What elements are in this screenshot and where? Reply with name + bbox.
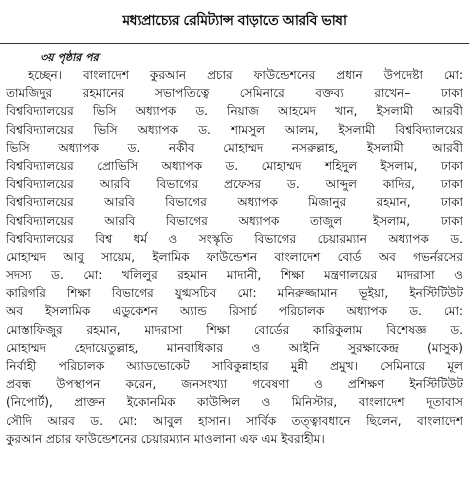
article-line: বিশ্ববিদ্যালয়ের প্রোভিসি অধ্যাপক ড. মোহাম্মদ শহিদুল ইসলাম, ঢাকা bbox=[6, 158, 463, 173]
continuation-note: ৩য় পৃষ্ঠার পর bbox=[40, 51, 99, 64]
article-line: বিশ্ববিদ্যালয়ের বিশ্ব ধর্ম ও সংস্কৃতি বিভাগের চেয়ারম্যান অধ্যাপক ড. bbox=[6, 231, 463, 246]
article-line: কারিগরি শিক্ষা বিভাগের যুগ্মসচিব মো: মনিরুজ্জামান ভূইয়া, ইনস্টিটিউট bbox=[6, 286, 463, 301]
headline: মধ্যপ্রাচ্যের রেমিট্যান্স বাড়াতে আরবি ভাষা bbox=[122, 13, 347, 29]
article-line: সৌদি আরব ড. মো: আবুল হাসান। সার্বিক তত্ত্বাবধানে ছিলেন, বাংলাদেশ bbox=[6, 413, 463, 428]
article-line: মোহাম্মদ হেদায়েতুল্লাহ, মানবাধিকার ও আইনি সুরক্ষাকেন্দ্র (মাসুক) bbox=[6, 340, 463, 355]
article-line: বিশ্ববিদ্যালয়ের আরবি বিভাগের অধ্যাপক মিজানুর রহমান, ঢাকা bbox=[6, 195, 463, 210]
article-line: মোস্তাফিজুর রহমান, মাদরাসা শিক্ষা বোর্ডের কারিকুলাম বিশেষজ্ঞ ড. bbox=[6, 322, 463, 337]
headline-divider bbox=[0, 43, 469, 44]
article-line: কুরআন প্রচার ফাউন্ডেশনের চেয়ারম্যান মাওলানা এফ এম ইবরাহীম। bbox=[6, 431, 325, 446]
article-line: মোহাম্মদ আবু সায়েম, ইলামিক ফাউন্ডেশন বাংলাদেশ বোর্ড অব গভর্নরসের bbox=[6, 249, 463, 264]
article-body bbox=[6, 66, 463, 448]
article-line: নির্বাহী পরিচালক অ্যাডভোকেট সাবিকুন্নাহার মুন্নী প্রমুখ। সেমিনারে মূল bbox=[6, 359, 463, 373]
article-line: ভিসি অধ্যাপক ড. নকীব মোহাম্মদ নসরুল্লাহ, ইসলামী আরবী bbox=[6, 140, 463, 155]
article-line: বিশ্ববিদ্যালয়ের ভিসি অধ্যাপক ড. নিয়াজ আহমেদ খান, ইসলামী আরবী bbox=[6, 104, 463, 119]
article-line: সদস্য ড. মো: খলিলুর রহমান মাদানী, শিক্ষা মন্ত্রণালয়ের মাদরাসা ও bbox=[6, 268, 463, 283]
article-line: অব ইসলামিক এডুকেশন অ্যান্ড রিসার্চ পরিচালক অধ্যাপক ড. মো: bbox=[6, 304, 463, 319]
article-line: বিশ্ববিদ্যালয়ের ভিসি অধ্যাপক ড. শামসুল আলম, ইসলামী বিশ্ববিদ্যালয়ের bbox=[6, 122, 463, 137]
article-line: বিশ্ববিদ্যালয়ের আরবি বিভাগের অধ্যাপক তাজুল ইসলাম, ঢাকা bbox=[6, 213, 463, 228]
article-line: হচ্ছেন। বাংলাদেশ কুরআন প্রচার ফাউন্ডেশনের প্রধান উপদেষ্টা মো: bbox=[28, 68, 463, 82]
article-line: (নিপোর্ট), প্রাক্তন ইকোনমিক কাউন্সিল ও মিনিস্টার, বাংলাদেশ দূতাবাস bbox=[6, 395, 463, 410]
article-line: তামজিদুর রহমানের সভাপতিত্বে সেমিনারে বক্তব্য রাখেন– ঢাকা bbox=[6, 86, 463, 101]
article-line: বিশ্ববিদ্যালয়ের আরবি বিভাগের প্রফেসর ড. আব্দুল কাদির, ঢাকা bbox=[6, 177, 463, 192]
article-line: প্রবন্ধ উপস্থাপন করেন, জনসংখ্যা গবেষণা ও প্রশিক্ষণ ইনস্টিটিউট bbox=[6, 377, 463, 392]
